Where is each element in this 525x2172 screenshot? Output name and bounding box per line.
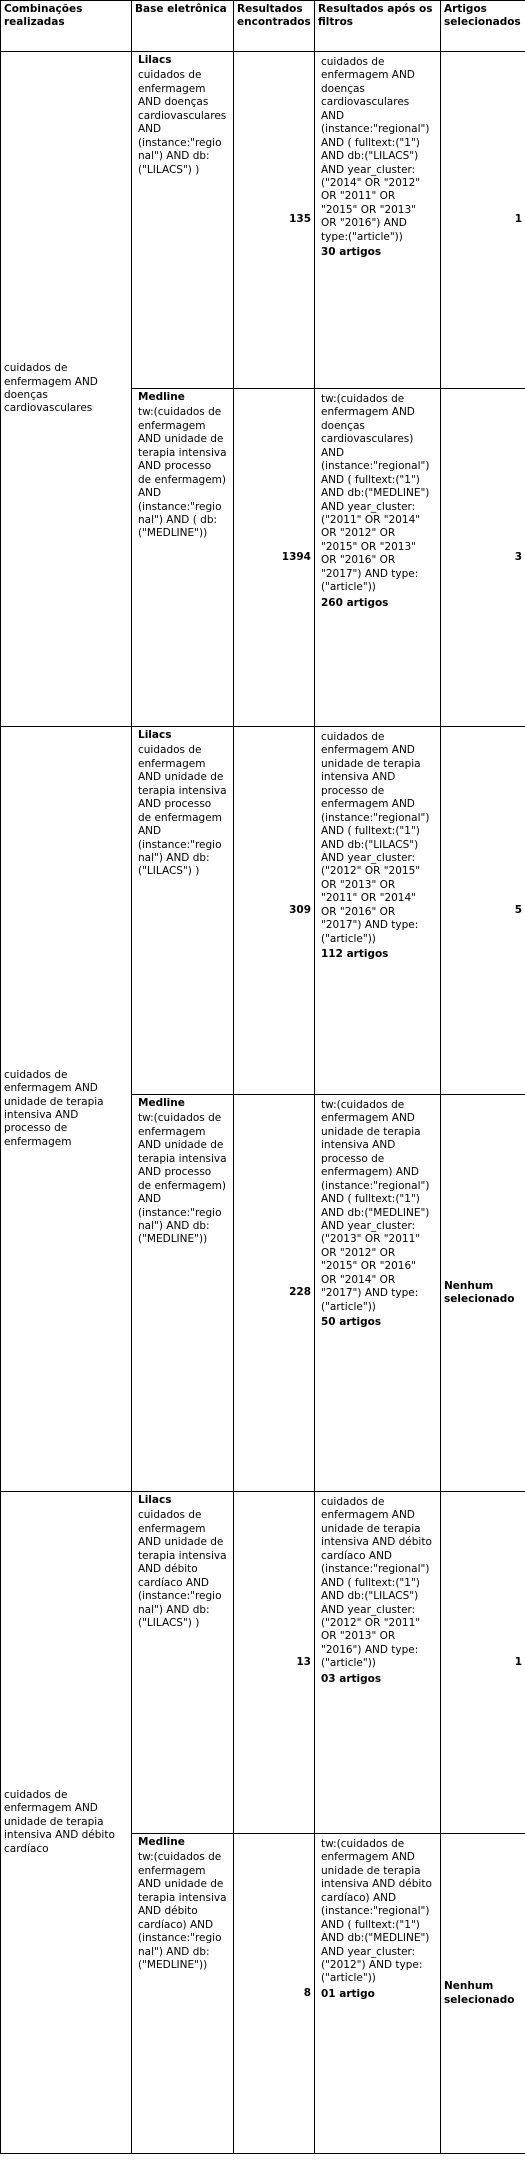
database-name: Medline <box>138 391 185 403</box>
filters-cell <box>315 389 441 727</box>
database-cell <box>132 1834 234 2154</box>
database-cell <box>132 1095 234 1492</box>
selected-articles: 1 <box>441 1492 525 1834</box>
database-cell <box>132 52 234 389</box>
search-query: tw:(cuidados de enfermagem AND unidade de terapia intensiva AND débito cardíaco) AND (instance:"regional") AND db:("MEDLINE")) <box>138 1851 230 1971</box>
selected-articles: 5 <box>441 727 525 1095</box>
header-results-after-filters: Resultados após os filtros <box>315 1 441 52</box>
table-row <box>1 52 525 389</box>
selected-articles: Nenhum selecionado <box>441 1095 525 1492</box>
filters-cell <box>315 52 441 389</box>
combination-cell: cuidados de enfermagem AND unidade de terapia intensiva AND processo de enfermagem <box>1 727 132 1492</box>
database-name: Lilacs <box>138 729 172 741</box>
filtered-total: 30 artigos <box>321 246 382 259</box>
search-query: cuidados de enfermagem AND doenças cardiovasculares AND (instance:"regional") AND db:("LILACS") ) <box>138 69 230 176</box>
database-name: Lilacs <box>138 54 172 66</box>
header-row <box>1 1 525 52</box>
combination-cell: cuidados de enfermagem AND doenças cardiovasculares <box>1 52 132 727</box>
filtered-total: 112 artigos <box>321 948 389 960</box>
results-found: 135 <box>234 52 315 389</box>
filtered-query: tw:(cuidados de enfermagem AND doenças cardiovasculares) AND (instance:"regional") AND ( fulltext:("1") AND db:("MEDLINE") AND year_cluster:("2011" OR "2014" OR "2012" OR "2015" OR "2013" OR "2016" OR "2017") AND type:("article")) <box>321 393 433 594</box>
filtered-query: cuidados de enfermagem AND unidade de terapia intensiva AND débito cardíaco AND (instance:"regional") AND ( fulltext:("1") AND db:("LILACS") AND year_cluster:("2012" OR "2011" OR "2013" OR "2016") AND type:("article")) <box>321 1496 436 1670</box>
results-found: 8 <box>234 1834 315 2154</box>
database-name: Medline <box>138 1836 185 1848</box>
database-cell <box>132 1492 234 1834</box>
header-combinations: Combinações realizadas <box>1 1 132 52</box>
filters-cell <box>315 1492 441 1834</box>
header-selected-articles: Artigos selecionados <box>441 1 525 52</box>
filtered-total: 01 artigo <box>321 1987 375 2000</box>
database-name: Lilacs <box>138 1494 172 1506</box>
search-query: tw:(cuidados de enfermagem AND unidade de terapia intensiva AND processo de enfermagem) AND (instance:"regional") AND ( db:("MEDLINE")) <box>138 406 230 540</box>
search-query: tw:(cuidados de enfermagem AND unidade de terapia intensiva AND processo de enfermagem) AND (instance:"regional") AND db:("MEDLINE")) <box>138 1112 230 1246</box>
selected-articles: 1 <box>441 52 525 389</box>
selected-articles: Nenhum selecionado <box>441 1834 525 2154</box>
filtered-total: 03 artigos <box>321 1672 382 1685</box>
table-row <box>1 727 525 1095</box>
filtered-total: 50 artigos <box>321 1316 382 1328</box>
combination-cell: cuidados de enfermagem AND unidade de terapia intensiva AND débito cardíaco <box>1 1492 132 2154</box>
database-cell <box>132 727 234 1095</box>
table-row <box>1 1492 525 1834</box>
filters-cell <box>315 1834 441 2154</box>
filtered-query: cuidados de enfermagem AND unidade de terapia intensiva AND processo de enfermagem AND (instance:"regional") AND ( fulltext:("1") AND db:("LILACS") AND year_cluster:("2012" OR "2015" OR "2013" OR "2011" OR "2014" OR "2016" OR "2017") AND type:("article")) <box>321 731 433 945</box>
filters-cell <box>315 727 441 1095</box>
results-found: 13 <box>234 1492 315 1834</box>
filtered-query: tw:(cuidados de enfermagem AND unidade de terapia intensiva AND débito cardíaco) AND (instance:"regional") AND ( fulltext:("1") AND db:("MEDLINE") AND year_cluster:("2012") AND type:("article")) <box>321 1838 436 1985</box>
results-found: 309 <box>234 727 315 1095</box>
filtered-total: 260 artigos <box>321 596 389 609</box>
filtered-query: tw:(cuidados de enfermagem AND unidade de terapia intensiva AND processo de enfermagem) AND (instance:"regional") AND ( fulltext:("1") AND db:("MEDLINE") AND year_cluster:("2013" OR "2011" OR "2012" OR "2015" OR "2016" OR "2014" OR "2017") AND type:("article")) <box>321 1099 433 1313</box>
database-name: Medline <box>138 1097 185 1109</box>
header-results-found: Resultados encontrados <box>234 1 315 52</box>
search-query: cuidados de enfermagem AND unidade de terapia intensiva AND processo de enfermagem AND (instance:"regional") AND db:("LILACS") ) <box>138 744 230 878</box>
search-query: cuidados de enfermagem AND unidade de terapia intensiva AND débito cardíaco AND (instance:"regional") AND db:("LILACS") ) <box>138 1509 230 1629</box>
database-cell <box>132 389 234 727</box>
results-found: 1394 <box>234 389 315 727</box>
filters-cell <box>315 1095 441 1492</box>
results-found: 228 <box>234 1095 315 1492</box>
header-database: Base eletrônica <box>132 1 234 52</box>
filtered-query: cuidados de enfermagem AND doenças cardiovasculares AND (instance:"regional") AND ( fulltext:("1") AND db:("LILACS") AND year_cluster:("2014" OR "2012" OR "2011" OR "2015" OR "2013" OR "2016") AND type:("article")) <box>321 56 433 243</box>
selected-articles: 3 <box>441 389 525 727</box>
